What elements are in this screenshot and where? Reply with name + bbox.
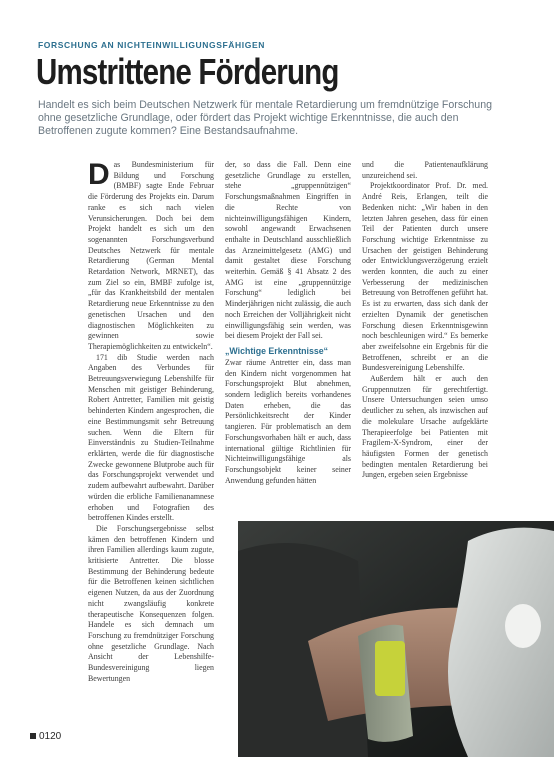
wristband-tag xyxy=(375,641,405,696)
paragraph: Das Bundesministerium für Bildung und Forschung (BMBF) sagte Ende Februar die Förderung des Projekts ein. Darum ranke es sich nach vielen Verunsicherungen. Doch bei dem Projekt handelt es sich um den sogenannten Forschungsverbund Deutsches Netzwerk für mentale Retardierung (German Mental Retardation Network, MRNET), das zum Ziel so ein, BMBF zufolge ist, „für das Krankheitsbild der mentalen Retardierung neue Erkenntnisse zu den genetischen Ursachen und den diagnostischen Möglichkeiten zu gewinnen sowie Therapiemöglichkeiten zu entwickeln“. xyxy=(88,158,214,351)
subheading: „Wichtige Erkenntnisse“ xyxy=(225,345,329,356)
page-marker-icon xyxy=(30,733,36,739)
dropcap: D xyxy=(88,158,110,191)
column-1 xyxy=(88,160,214,684)
paragraph: der, so dass die Fall. Denn eine gesetzliche Grundlage zu erstellen, stehe „gruppennützigen“ Forschungsmaßnahmen Eingriffen in die Rechte von nichteinwilligungsfähigen Kindern, sowohl angewandt Erwachsenen enthalte in Deutschland ausschließlich das Arzneimittelgesetz (AMG) und damit gestaltet diese Forschung weiterhin. Gemäß § 41 Absatz 2 des AMG ist eine „gruppennützige Forschung“ lediglich bei Minderjährigen nicht zulässig, die auch noch Erreichen der Volljährigkeit nicht einwilligungsfähig sein werden, was bei diesem Projekt der Fall sei. xyxy=(225,160,351,341)
article-dek: Handelt es sich beim Deutschen Netzwerk für mentale Retardierung um fremdnützige Forschung ohne gesetzliche Grundlage, oder fördert das Projekt wichtige Erkenntnisse, die auch den Betroffenen zugute kommen? Eine Bestandsaufnahme. xyxy=(38,99,492,138)
paragraph: und die Patientenaufklärung unzureichend sei. xyxy=(362,160,488,180)
article-headline: Umstrittene Förderung xyxy=(36,51,339,92)
glove-knuckle xyxy=(505,604,541,648)
column-3 xyxy=(362,160,488,481)
paragraph: 171 dib Studie werden nach Angaben des Verbundes für Betreuungsverwiegung Lebenshilfe für Menschen mit geistiger Behinderung, Robert Antretter, Familien mit geistig behinderten Kindern angesprochen, die eine Bestimmungsmit sehr Betreuung suchen. Wenn die Eltern für Einverständnis zu Studien-Teilnahme erklärten, werde die für diagnostische Zwecke gewonnene Blutprobe auch für das Forschungsprojekt verwendet und zudem aufbewahrt aufbewahrt. Darüber würden die erbliche Familienanamnese erhoben und Fotografien des betroffenen Kindes erstellt. xyxy=(88,352,214,523)
paragraph: Außerdem hält er auch den Gruppennutzen für gerechtfertigt. Unsere Untersuchungen seien umso deutlicher zu sehen, als inzwischen auf die molekulare Ursache aufgeklärte Therapieerfolge bei Patienten mit Fragilem-X-Syndrom, einer der häufigsten Formen der genetisch bedingten mentalen Retardierung bei Jungen, ergeben seien Ergebnisse xyxy=(362,374,488,480)
wristband-photo-illustration xyxy=(238,521,554,757)
article-kicker: FORSCHUNG AN NICHTEINWILLIGUNGSFÄHIGEN xyxy=(38,40,265,50)
paragraph: Projektkoordinator Prof. Dr. med. André Reis, Erlangen, teilt die Bedenken nicht: „Wir haben in den letzten Jahren gesehen, dass für einen Teil der Patienten durch unsere Forschung wichtige Erkenntnisse zu Ursachen der geistigen Behinderung oder Entwicklungsverzögerung erzielt werden konnten, die auch zu einer Verbesserung der medizinischen Betreuung von Betroffenen geführt hat. Es ist zu erwarten, dass sich dank der erzielten Dynamik der genetischen Forschung diesen Erkenntnisgewinn noch beschleunigen wird.“ Es bemerke aber zweifelsohne ein Ergebnis für die Betroffenen, schreibt er an die Bundesvereinigung Lebenshilfe. xyxy=(362,181,488,373)
article-photo xyxy=(238,521,554,757)
paragraph: Die Forschungsergebnisse selbst kämen den betroffenen Kindern und ihren Familien allerdings kaum zugute, kritisierte Antretter. Die blosse Bestimmung der Behinderung bedeute für die Betroffenen keinen sichtlichen eigenen Nutzen, da aus der Zuordnung nicht zwangsläufig konkrete therapeutische Konsequenzen folgen. Handele es sich demnach um Forschung zu fremdnütziger Forschung ohne gesetzliche Grundlage. Nach Ansicht der Lebenshilfe-Bundesvereinigung liegen Bewertungen xyxy=(88,523,214,683)
paragraph: Zwar räume Antretter ein, dass man den Kindern nicht vorgenommen hat Forschungsprojekt Blut abnehmen, sondern lediglich bereits vorhandenes Daten erheben, die das Persönlichkeitsrecht der Kinder tangieren. Für problematisch an dem Forschungsvorhaben hält er auch, dass international gültige Richtlinien für Nichteinwilligungsfähige als Forschungsobjekt keiner seiner Anwendung gefunden hätten xyxy=(225,357,351,485)
column-2 xyxy=(225,160,351,486)
page-number: 0120 xyxy=(30,731,61,742)
